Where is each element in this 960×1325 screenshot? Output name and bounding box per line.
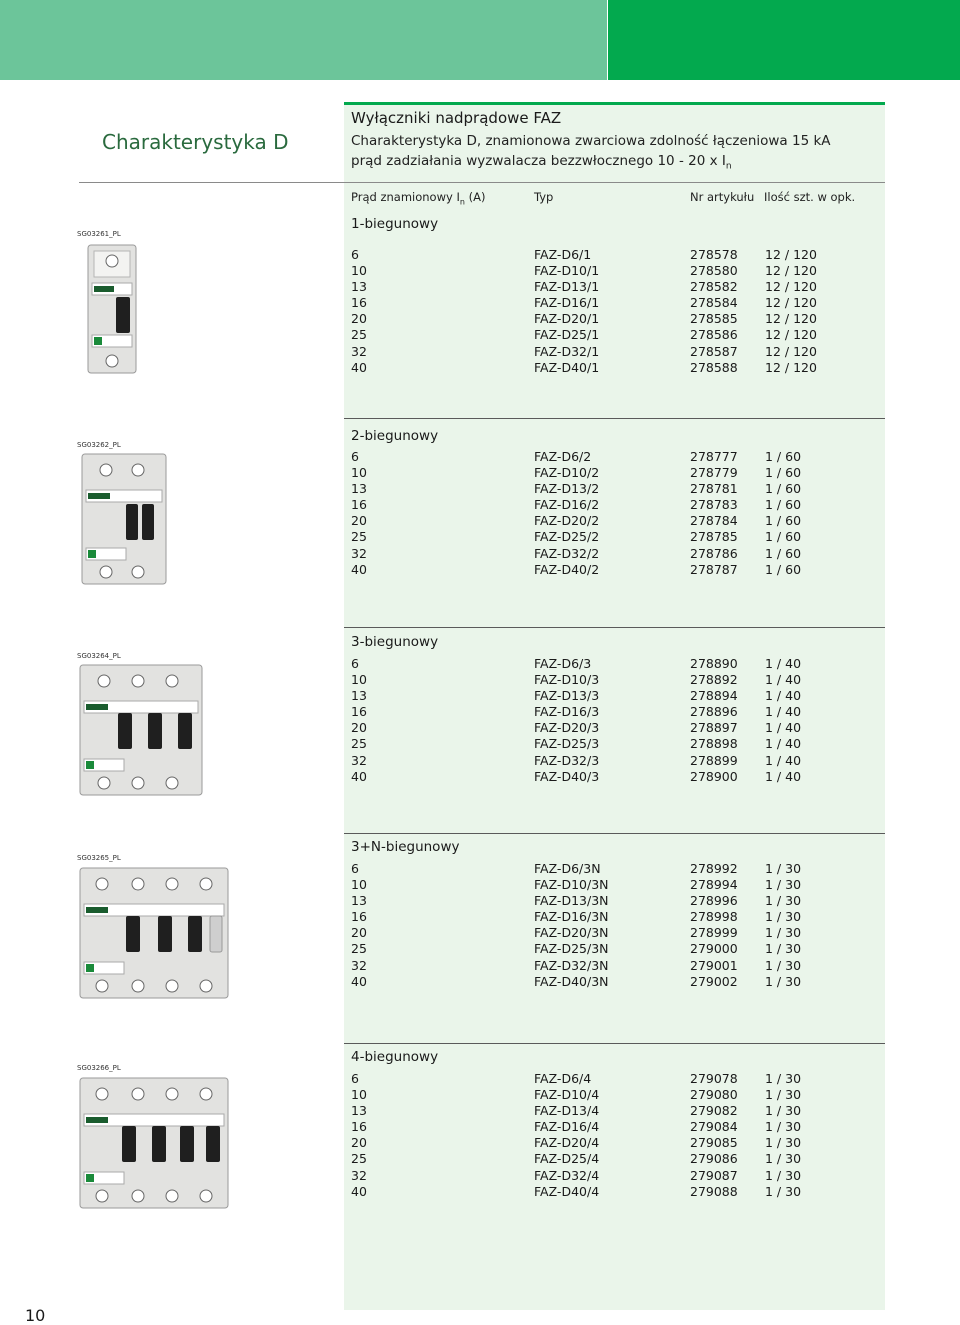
table-row: 10 FAZ-D10/2 278779 1 / 60: [351, 465, 802, 481]
image-code-1: SG03261_PL: [77, 230, 121, 238]
section-title: 4-biegunowy: [351, 1049, 439, 1065]
table-row: 16 FAZ-D16/1 278584 12 / 120: [351, 295, 817, 311]
table-row: 10 FAZ-D10/4 279080 1 / 30: [351, 1087, 802, 1103]
image-code-3: SG03264_PL: [77, 652, 121, 660]
table-row: 10 FAZ-D10/1 278580 12 / 120: [351, 263, 817, 279]
table-row: 6 FAZ-D6/1 278578 12 / 120: [351, 247, 817, 262]
side-rule: [79, 182, 344, 183]
breaker-3-pole-image: [76, 663, 208, 800]
header-rule: [344, 182, 885, 183]
table-row: 25 FAZ-D25/3 278898 1 / 40: [351, 736, 802, 752]
table-row: 6 FAZ-D6/3N 278992 1 / 30: [351, 861, 802, 876]
breaker-3n-pole-image: [76, 866, 234, 1002]
table-row: 32 FAZ-D32/4 279087 1 / 30: [351, 1167, 802, 1183]
page-number: 10: [25, 1306, 46, 1325]
table-row: 40 FAZ-D40/1 278588 12 / 120: [351, 359, 817, 375]
product-list: [344, 1071, 885, 1200]
product-list: [344, 247, 885, 376]
table-row: 20 FAZ-D20/2 278784 1 / 60: [351, 513, 802, 529]
table-row: 40 FAZ-D40/2 278787 1 / 60: [351, 561, 802, 577]
table-row: 16 FAZ-D16/3N 278998 1 / 30: [351, 909, 802, 925]
table-row: 32 FAZ-D32/3 278899 1 / 40: [351, 752, 802, 768]
table-row: 13 FAZ-D13/4 279082 1 / 30: [351, 1103, 802, 1119]
table-row: 6 FAZ-D6/2 278777 1 / 60: [351, 449, 802, 464]
table-row: 25 FAZ-D25/1 278586 12 / 120: [351, 327, 817, 343]
column-header-article: Nr artykułu: [690, 190, 755, 204]
section-title: 3+N-biegunowy: [351, 839, 460, 855]
breaker-1-pole-image: [78, 243, 148, 378]
subtitle-line-1: Charakterystyka D, znamionowa zwarciowa zdolność łączeniowa 15 kA: [351, 133, 831, 149]
section-rule: [344, 418, 885, 419]
column-header-type: Typ: [534, 190, 554, 204]
table-row: 20 FAZ-D20/3N 278999 1 / 30: [351, 925, 802, 941]
title-rule: [344, 102, 885, 105]
image-code-2: SG03262_PL: [77, 441, 121, 449]
table-row: 20 FAZ-D20/1 278585 12 / 120: [351, 311, 817, 327]
table-row: 25 FAZ-D25/4 279086 1 / 30: [351, 1151, 802, 1167]
table-row: 10 FAZ-D10/3N 278994 1 / 30: [351, 877, 802, 893]
column-header-current: Prąd znamionowy $I_n$ (A): [351, 190, 486, 207]
table-row: 40 FAZ-D40/4 279088 1 / 30: [351, 1183, 802, 1199]
subtitle-line-2: prąd zadziałania wyzwalacza bezzwłocznego 10 - 20 x $I_n$: [351, 153, 732, 172]
header-band-dark: [608, 0, 960, 80]
table-row: 32 FAZ-D32/2 278786 1 / 60: [351, 545, 802, 561]
table-row: 10 FAZ-D10/3 278892 1 / 40: [351, 672, 802, 688]
table-row: 13 FAZ-D13/1 278582 12 / 120: [351, 279, 817, 295]
table-row: 16 FAZ-D16/3 278896 1 / 40: [351, 704, 802, 720]
side-title: Charakterystyka D: [102, 130, 289, 154]
table-row: 32 FAZ-D32/3N 279001 1 / 30: [351, 957, 802, 973]
product-list: [344, 449, 885, 578]
table-row: 32 FAZ-D32/1 278587 12 / 120: [351, 343, 817, 359]
table-row: 13 FAZ-D13/3 278894 1 / 40: [351, 688, 802, 704]
section-title: 2-biegunowy: [351, 428, 439, 444]
section-rule: [344, 833, 885, 834]
table-row: 13 FAZ-D13/2 278781 1 / 60: [351, 481, 802, 497]
table-row: 40 FAZ-D40/3 278900 1 / 40: [351, 768, 802, 784]
table-row: 40 FAZ-D40/3N 279002 1 / 30: [351, 973, 802, 989]
breaker-2-pole-image: [76, 452, 176, 588]
table-row: 6 FAZ-D6/3 278890 1 / 40: [351, 656, 802, 671]
table-row: 20 FAZ-D20/4 279085 1 / 30: [351, 1135, 802, 1151]
image-code-5: SG03266_PL: [77, 1064, 121, 1072]
header-band-light: [0, 0, 607, 80]
table-row: 16 FAZ-D16/2 278783 1 / 60: [351, 497, 802, 513]
section-rule: [344, 1043, 885, 1044]
table-row: 25 FAZ-D25/2 278785 1 / 60: [351, 529, 802, 545]
product-list: [344, 656, 885, 785]
table-row: 25 FAZ-D25/3N 279000 1 / 30: [351, 941, 802, 957]
column-header-qty: Ilość szt. w opk.: [764, 190, 856, 204]
table-row: 20 FAZ-D20/3 278897 1 / 40: [351, 720, 802, 736]
breaker-4-pole-image: [76, 1076, 234, 1212]
section-title: 1-biegunowy: [351, 216, 439, 232]
product-list: [344, 861, 885, 990]
image-code-4: SG03265_PL: [77, 854, 121, 862]
section-title: 3-biegunowy: [351, 634, 439, 650]
section-rule: [344, 627, 885, 628]
table-row: 6 FAZ-D6/4 279078 1 / 30: [351, 1071, 802, 1086]
table-row: 13 FAZ-D13/3N 278996 1 / 30: [351, 893, 802, 909]
table-row: 16 FAZ-D16/4 279084 1 / 30: [351, 1119, 802, 1135]
page-title: Wyłączniki nadprądowe FAZ: [351, 109, 562, 127]
